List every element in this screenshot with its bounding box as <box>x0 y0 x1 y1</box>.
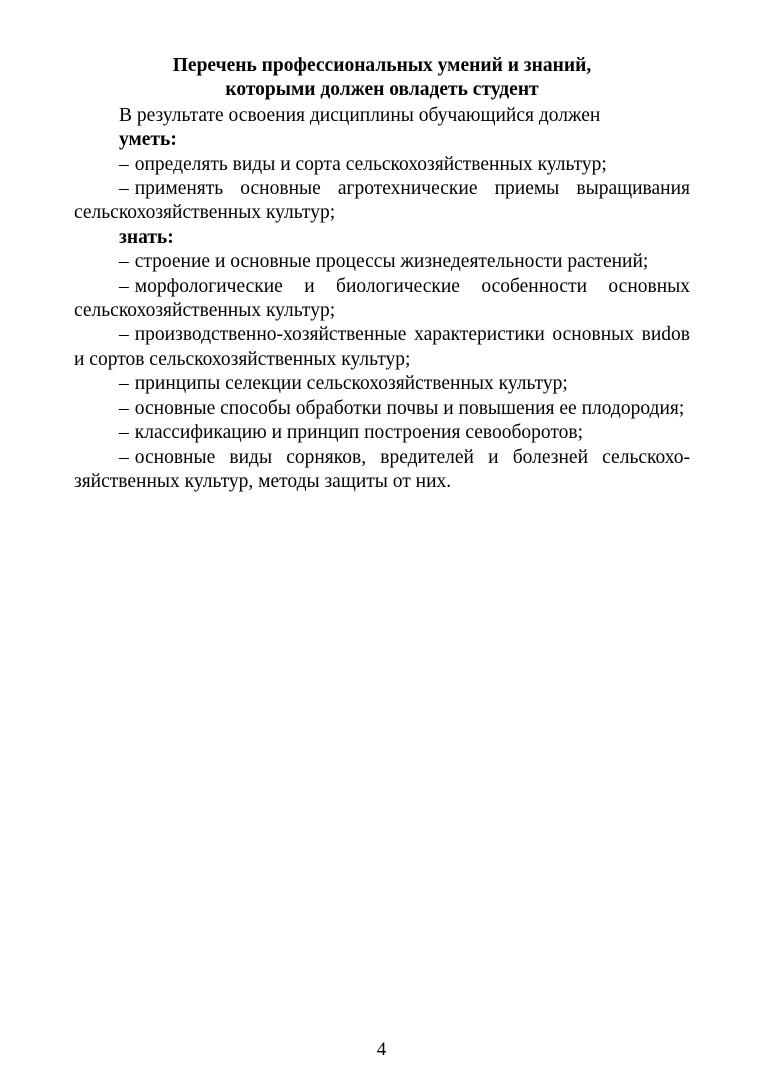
dash-bullet: – <box>119 422 129 444</box>
dash-bullet: – <box>119 446 129 468</box>
knowledge-item-6 <box>74 421 690 445</box>
knowledge-item-text: классификацию и принцип построения севооборотов; <box>134 422 583 444</box>
intro-paragraph: В результате освоения дисциплины обучающийся должен <box>119 104 601 126</box>
knowledge-item-text: морфологические и биологические особенности основных сельскохозяйственных культур; <box>74 275 690 322</box>
knowledge-item-text: принципы селекции сельскохозяйственных культур; <box>134 373 568 395</box>
title-line-2: которыми должен овладеть студент <box>225 79 539 101</box>
section-title <box>74 54 690 103</box>
knowledge-item-5 <box>74 397 690 421</box>
dash-bullet: – <box>119 397 129 419</box>
page-number: 4 <box>376 1039 387 1060</box>
knowledge-item-2 <box>74 275 690 324</box>
title-line-1: Перечень профессиональных умений и знаний, <box>172 55 592 76</box>
dash-bullet: – <box>119 251 129 273</box>
knowledge-item-text: строение и основные процессы жизнедеятельности растений; <box>134 251 649 273</box>
dash-bullet: – <box>119 275 129 297</box>
skills-item-text: применять основные агротехнические приемы выращивания сельскохозяйственных культур; <box>74 178 690 224</box>
skills-item-text: определять виды и сорта сельскохозяйственных культур; <box>134 153 607 175</box>
skills-item-1 <box>74 153 690 177</box>
knowledge-heading: знать: <box>119 226 174 248</box>
knowledge-item-4 <box>74 372 690 396</box>
skills-heading: уметь: <box>119 129 177 151</box>
skills-item-2 <box>74 177 690 226</box>
knowledge-item-text: производственно-хозяйственные характеристики основных виdов и сортов сельскохозяйственных культур; <box>74 324 690 370</box>
knowledge-item-text: основные способы обработки почвы и повышения ее плодородия; <box>134 397 685 419</box>
dash-bullet: – <box>119 373 129 395</box>
knowledge-item-1 <box>74 250 690 274</box>
knowledge-item-text: основные виды сорняков, вредителей и болезней сельскохозяйственных культур, методы защиты от них. <box>74 446 690 492</box>
knowledge-item-7 <box>74 446 690 495</box>
dash-bullet: – <box>119 324 129 346</box>
dash-bullet: – <box>119 178 129 200</box>
document-page <box>74 54 690 494</box>
knowledge-item-3 <box>74 323 690 372</box>
dash-bullet: – <box>119 153 129 175</box>
